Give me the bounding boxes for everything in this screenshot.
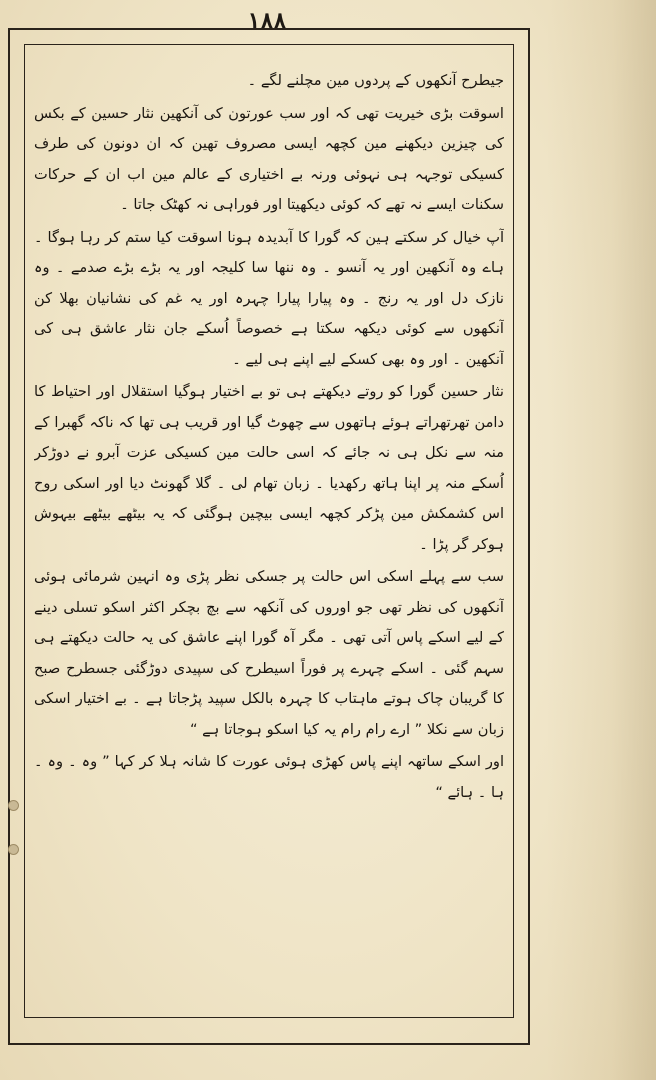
stitch-hole <box>8 844 19 855</box>
paragraph-5: سب سے پہلے اسکی اس حالت پر جسکی نظر پڑی وہ انہین شرمائی ہوئی آنکھوں کی نظر تھی جو اوروں کی آنکھہ سے بچ بچکر اکثر اسکو تسلی دینے کے لیے اسکے پاس آتی تھی ۔ مگر آہ گورا اپنے عاشق کی یہ حالت دیکھتے ہی سہم گئی ۔ اسکے چہرے پر فوراً اسیطرح کی سپیدی دوڑگئی جسطرح صبح کا گریبان چاک ہوتے ماہتاب کا چہرہ بالکل سپید پڑجاتا ہے ۔ بے اختیار اسکی زبان سے نکلا ” ارے رام رام یہ کیا اسکو ہوجاتا ہے “ <box>34 568 504 738</box>
paragraph-6: اور اسکے ساتھہ اپنے پاس کھڑی ہوئی عورت کا شانہ ہلا کر کہا ” وہ ۔ وہ ۔ ہا ۔ ہائے “ <box>34 753 504 801</box>
paragraph-4: نثار حسین گورا کو روتے دیکھتے ہی تو بے اختیار ہوگیا استقلال اور احتیاط کا دامن تھرتھراتے ہوئے ہاتھوں سے چھوٹ گیا اور قریب ہی تھا کہ ناکہ گھبرا کے منہ سے نکل ہی نہ جائے کہ اسی حالت مین کسیکی عزت آبرو نے دوڑکر اُسکے منہ پر اپنا ہاتھ رکھدیا ۔ زبان تھام لی ۔ گلا گھونٹ دیا اور اسکی روح اس کشمکش مین پڑکر کچھہ ایسی بیچین ہوگئی کہ یہ بیٹھے بیٹھے بیہوش ہوکر گر پڑا ۔ <box>34 383 504 553</box>
binding-stitch-marks <box>4 800 24 860</box>
page-number: ۱۸۸ <box>247 6 287 35</box>
stitch-hole <box>8 800 19 811</box>
page-edge-shadow <box>546 0 656 1080</box>
paragraph-1: جیطرح آنکھوں کے پردوں مین مچلنے لگے ۔ <box>247 72 504 89</box>
urdu-text-block <box>34 66 504 1014</box>
paragraph-2: اسوقت بڑی خیریت تھی کہ اور سب عورتون کی آنکھین نثار حسین کے بکس کی چیزین دیکھنے مین کچھہ ایسی مصروف تھین کہ ان دونون کی طرف کسیکی توجہہ ہی نہوئی ورنہ بے اختیاری کے عالم مین اب ان کے حرکات سکنات ایسے نہ تھے کہ کوئی دیکھیتا اور فوراہی نہ کھٹک جاتا ۔ <box>34 104 504 213</box>
paragraph-3: آپ خیال کر سکتے ہین کہ گورا کا آبدیدہ ہونا اسوقت کیا ستم کر رہا ہوگا ۔ ہاے وہ آنکھین اور یہ آنسو ۔ وہ ننھا سا کلیجہ اور یہ بڑے بڑے صدمے ۔ وہ نازک دل اور یہ رنج ۔ وہ پیارا پیارا چہرہ اور یہ غم کی نشانیان بھلا کن آنکھوں سے کوئی دیکھہ سکتا ہے خصوصاً اُسکے جان نثار عاشق ہی کی آنکھین ۔ اور وہ بھی کسکے لیے اپنے ہی لیے ۔ <box>34 228 504 368</box>
